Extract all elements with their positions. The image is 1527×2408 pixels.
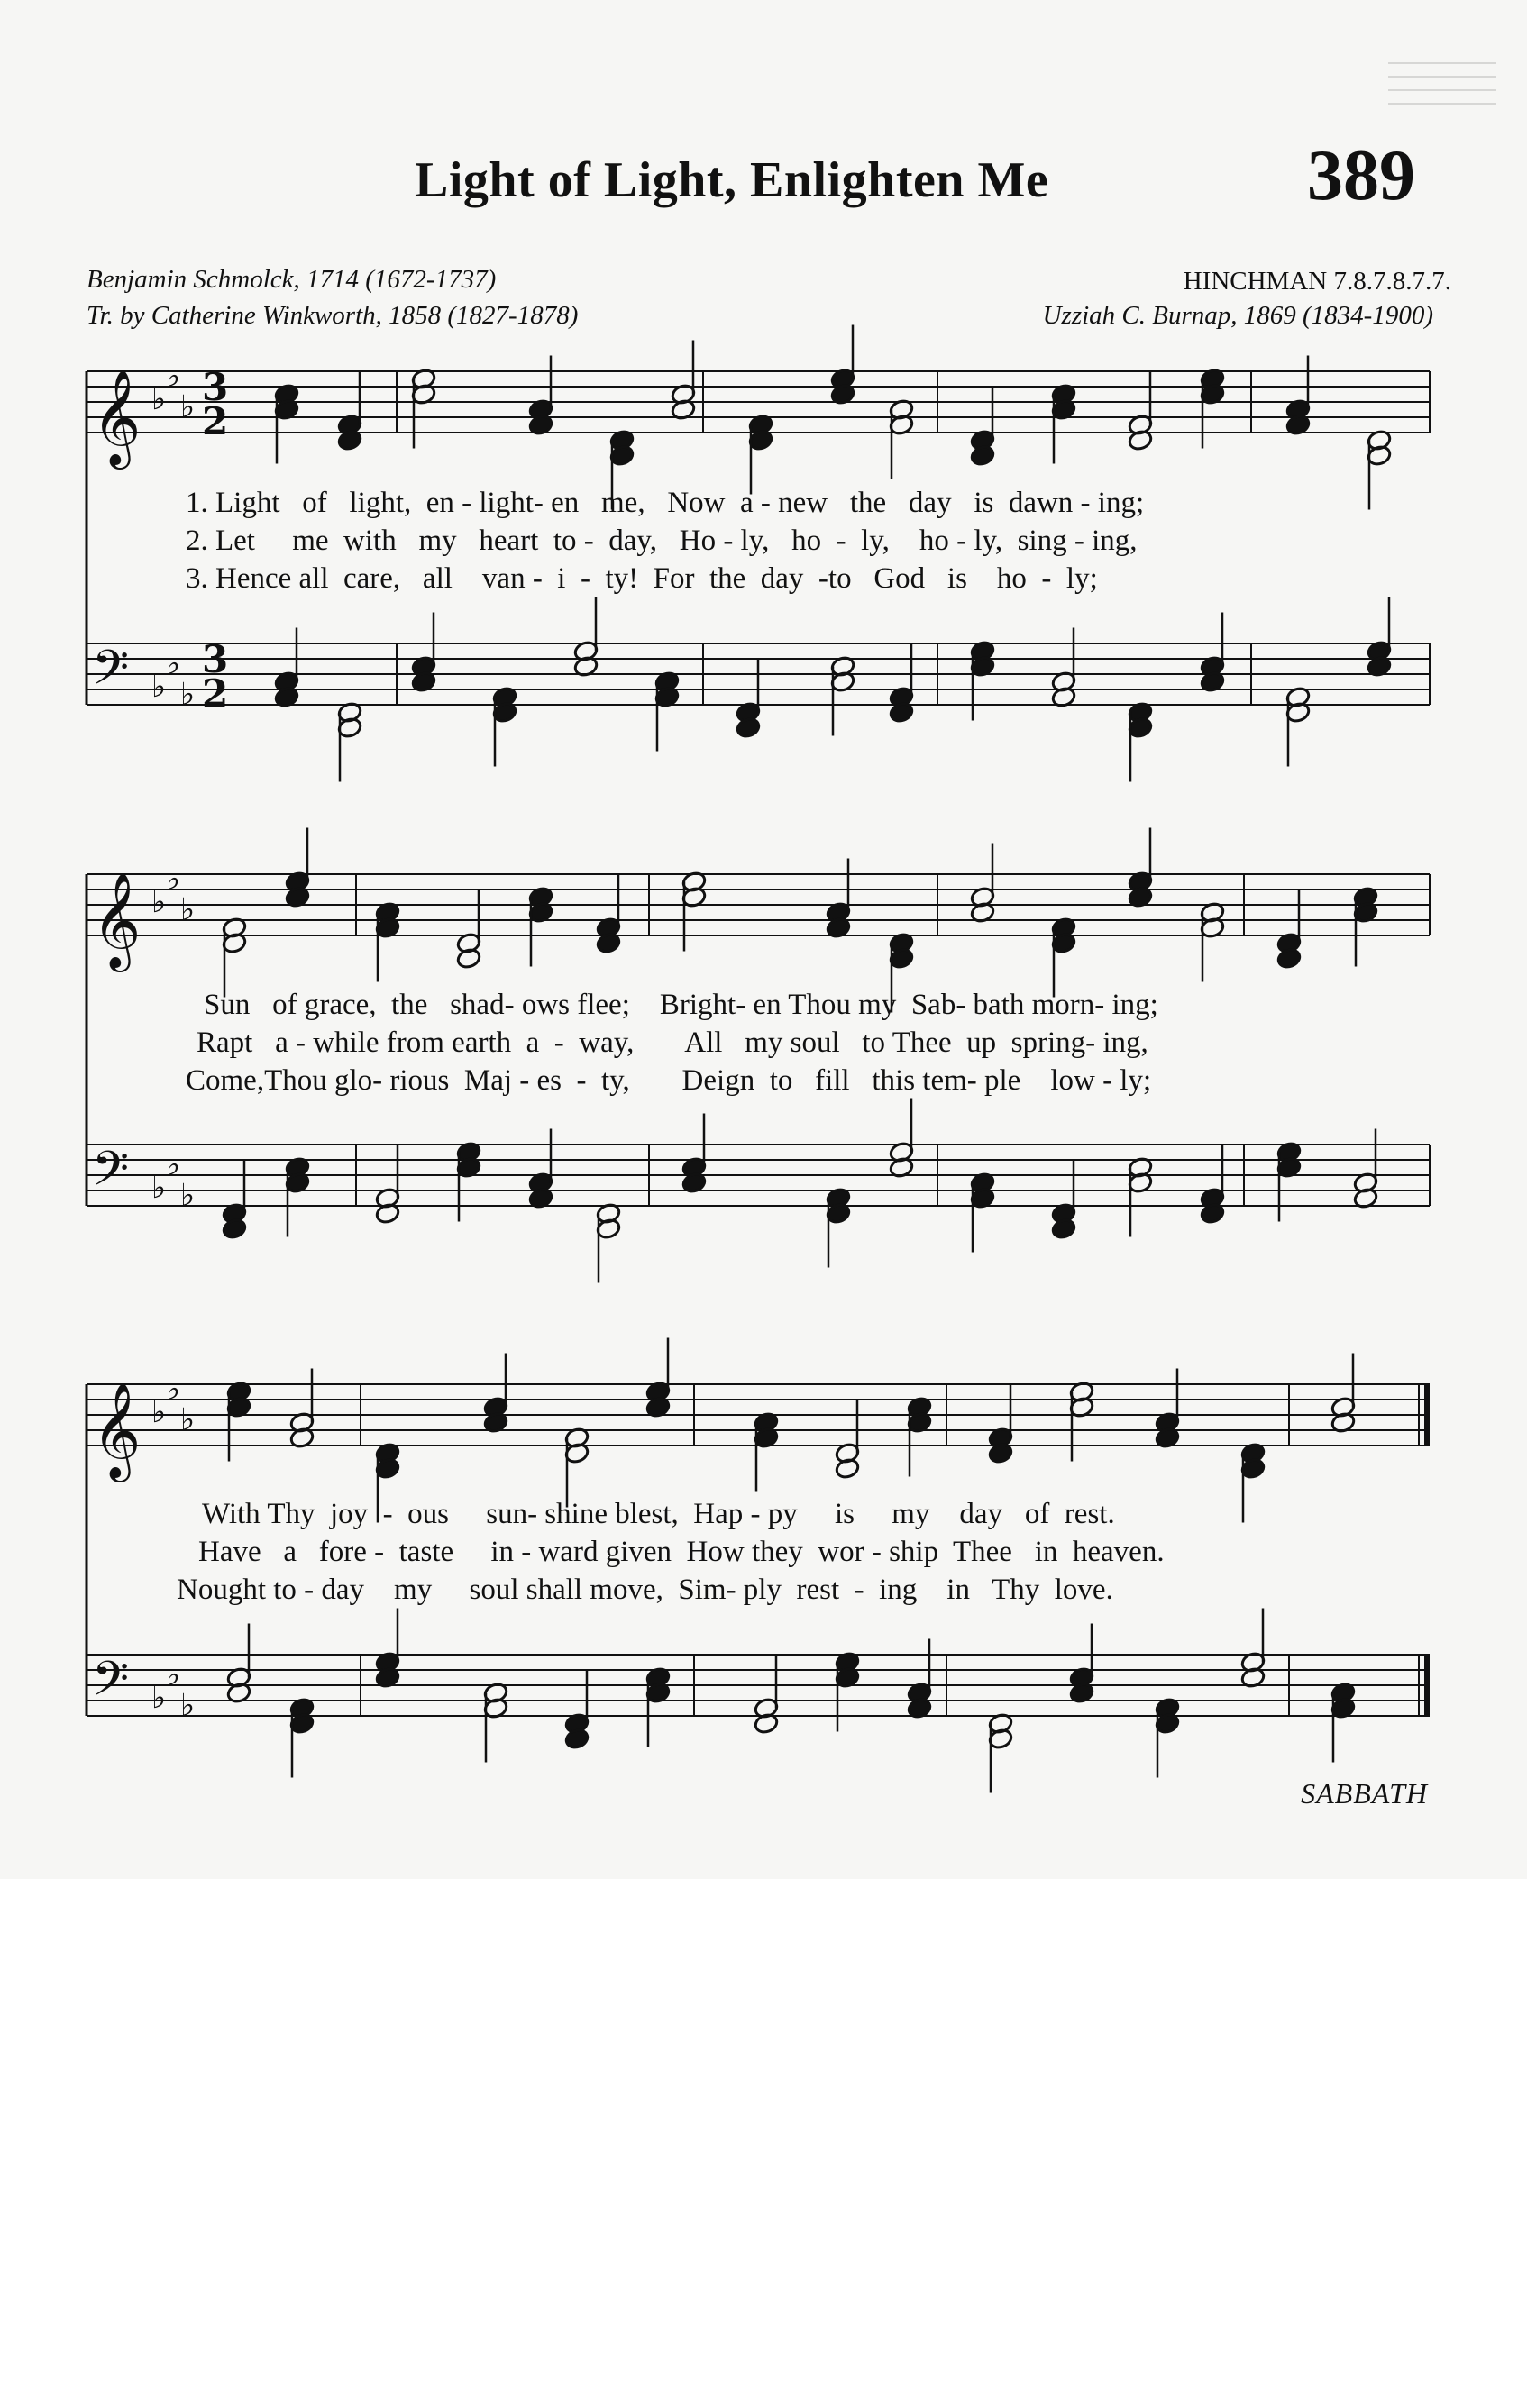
flat-icon: ♭ [151, 1394, 167, 1430]
treble-clef-icon: 𝄞 [92, 1382, 142, 1478]
author-credit: Benjamin Schmolck, 1714 (1672-1737) [87, 265, 497, 294]
lyric-line: With Thy joy - ous sun- shine blest, Hap - py is my day of rest. [202, 1498, 1115, 1530]
flat-icon: ♭ [151, 669, 167, 705]
flat-icon: ♭ [166, 861, 181, 898]
final-barline [1424, 1655, 1430, 1716]
flat-icon: ♭ [166, 1146, 181, 1183]
translator-credit: Tr. by Catherine Winkworth, 1858 (1827-1878) [87, 301, 579, 330]
flat-icon: ♭ [180, 676, 196, 713]
bass-clef-icon: 𝄢 [92, 641, 130, 707]
lyric-line: 1. Light of light, en - light- en me, Now a - new the day is dawn - ing; [186, 487, 1145, 519]
tune-name: HINCHMAN 7.8.7.8.7.7. [1183, 267, 1451, 296]
flat-icon: ♭ [180, 388, 196, 425]
lyric-line: Nought to - day my soul shall move, Sim- ply rest - ing in Thy love. [177, 1573, 1113, 1606]
flat-icon: ♭ [180, 1401, 196, 1438]
lyric-line: 3. Hence all care, all van - i - ty! For the day -to God is ho - ly; [186, 562, 1098, 595]
flat-icon: ♭ [151, 1680, 167, 1716]
bass-clef-icon: 𝄢 [92, 1652, 130, 1719]
flat-icon: ♭ [151, 1170, 167, 1206]
flat-icon: ♭ [166, 358, 181, 395]
composer-credit: Uzziah C. Burnap, 1869 (1834-1900) [1042, 301, 1433, 330]
flat-icon: ♭ [180, 1177, 196, 1214]
lyric-line: Rapt a - while from earth a - way, All my soul to Thee up spring- ing, [197, 1026, 1148, 1059]
flat-icon: ♭ [151, 884, 167, 920]
final-barline [1424, 1384, 1430, 1446]
hymn-number: 389 [1307, 136, 1415, 215]
lyric-line: Sun of grace, the shad- ows flee; Bright- en Thou my Sab- bath morn- ing; [204, 989, 1158, 1021]
lyric-line: 2. Let me with my heart to - day, Ho - ly, ho - ly, ho - ly, sing - ing, [186, 524, 1138, 557]
flat-icon: ♭ [151, 381, 167, 417]
flat-icon: ♭ [180, 891, 196, 928]
time-signature-bottom: 2 [202, 399, 229, 443]
time-signature-top: 3 [202, 637, 229, 681]
flat-icon: ♭ [166, 1371, 181, 1408]
blank-margin [0, 1879, 1527, 2408]
bass-clef-icon: 𝄢 [92, 1142, 130, 1209]
hymn-title: Light of Light, Enlighten Me [415, 152, 1049, 208]
flat-icon: ♭ [166, 1656, 181, 1693]
flat-icon: ♭ [180, 1687, 196, 1724]
treble-clef-icon: 𝄞 [92, 871, 142, 968]
time-signature-top: 3 [202, 365, 229, 409]
flat-icon: ♭ [166, 645, 181, 682]
category-label: SABBATH [1301, 1777, 1428, 1810]
time-signature-bottom: 2 [202, 671, 229, 716]
treble-clef-icon: 𝄞 [92, 369, 142, 465]
lyric-line: Come,Thou glo- rious Maj - es - ty, Deign to fill this tem- ple low - ly; [186, 1064, 1152, 1097]
lyric-line: Have a fore - taste in - ward given How they wor - ship Thee in heaven. [198, 1536, 1165, 1568]
